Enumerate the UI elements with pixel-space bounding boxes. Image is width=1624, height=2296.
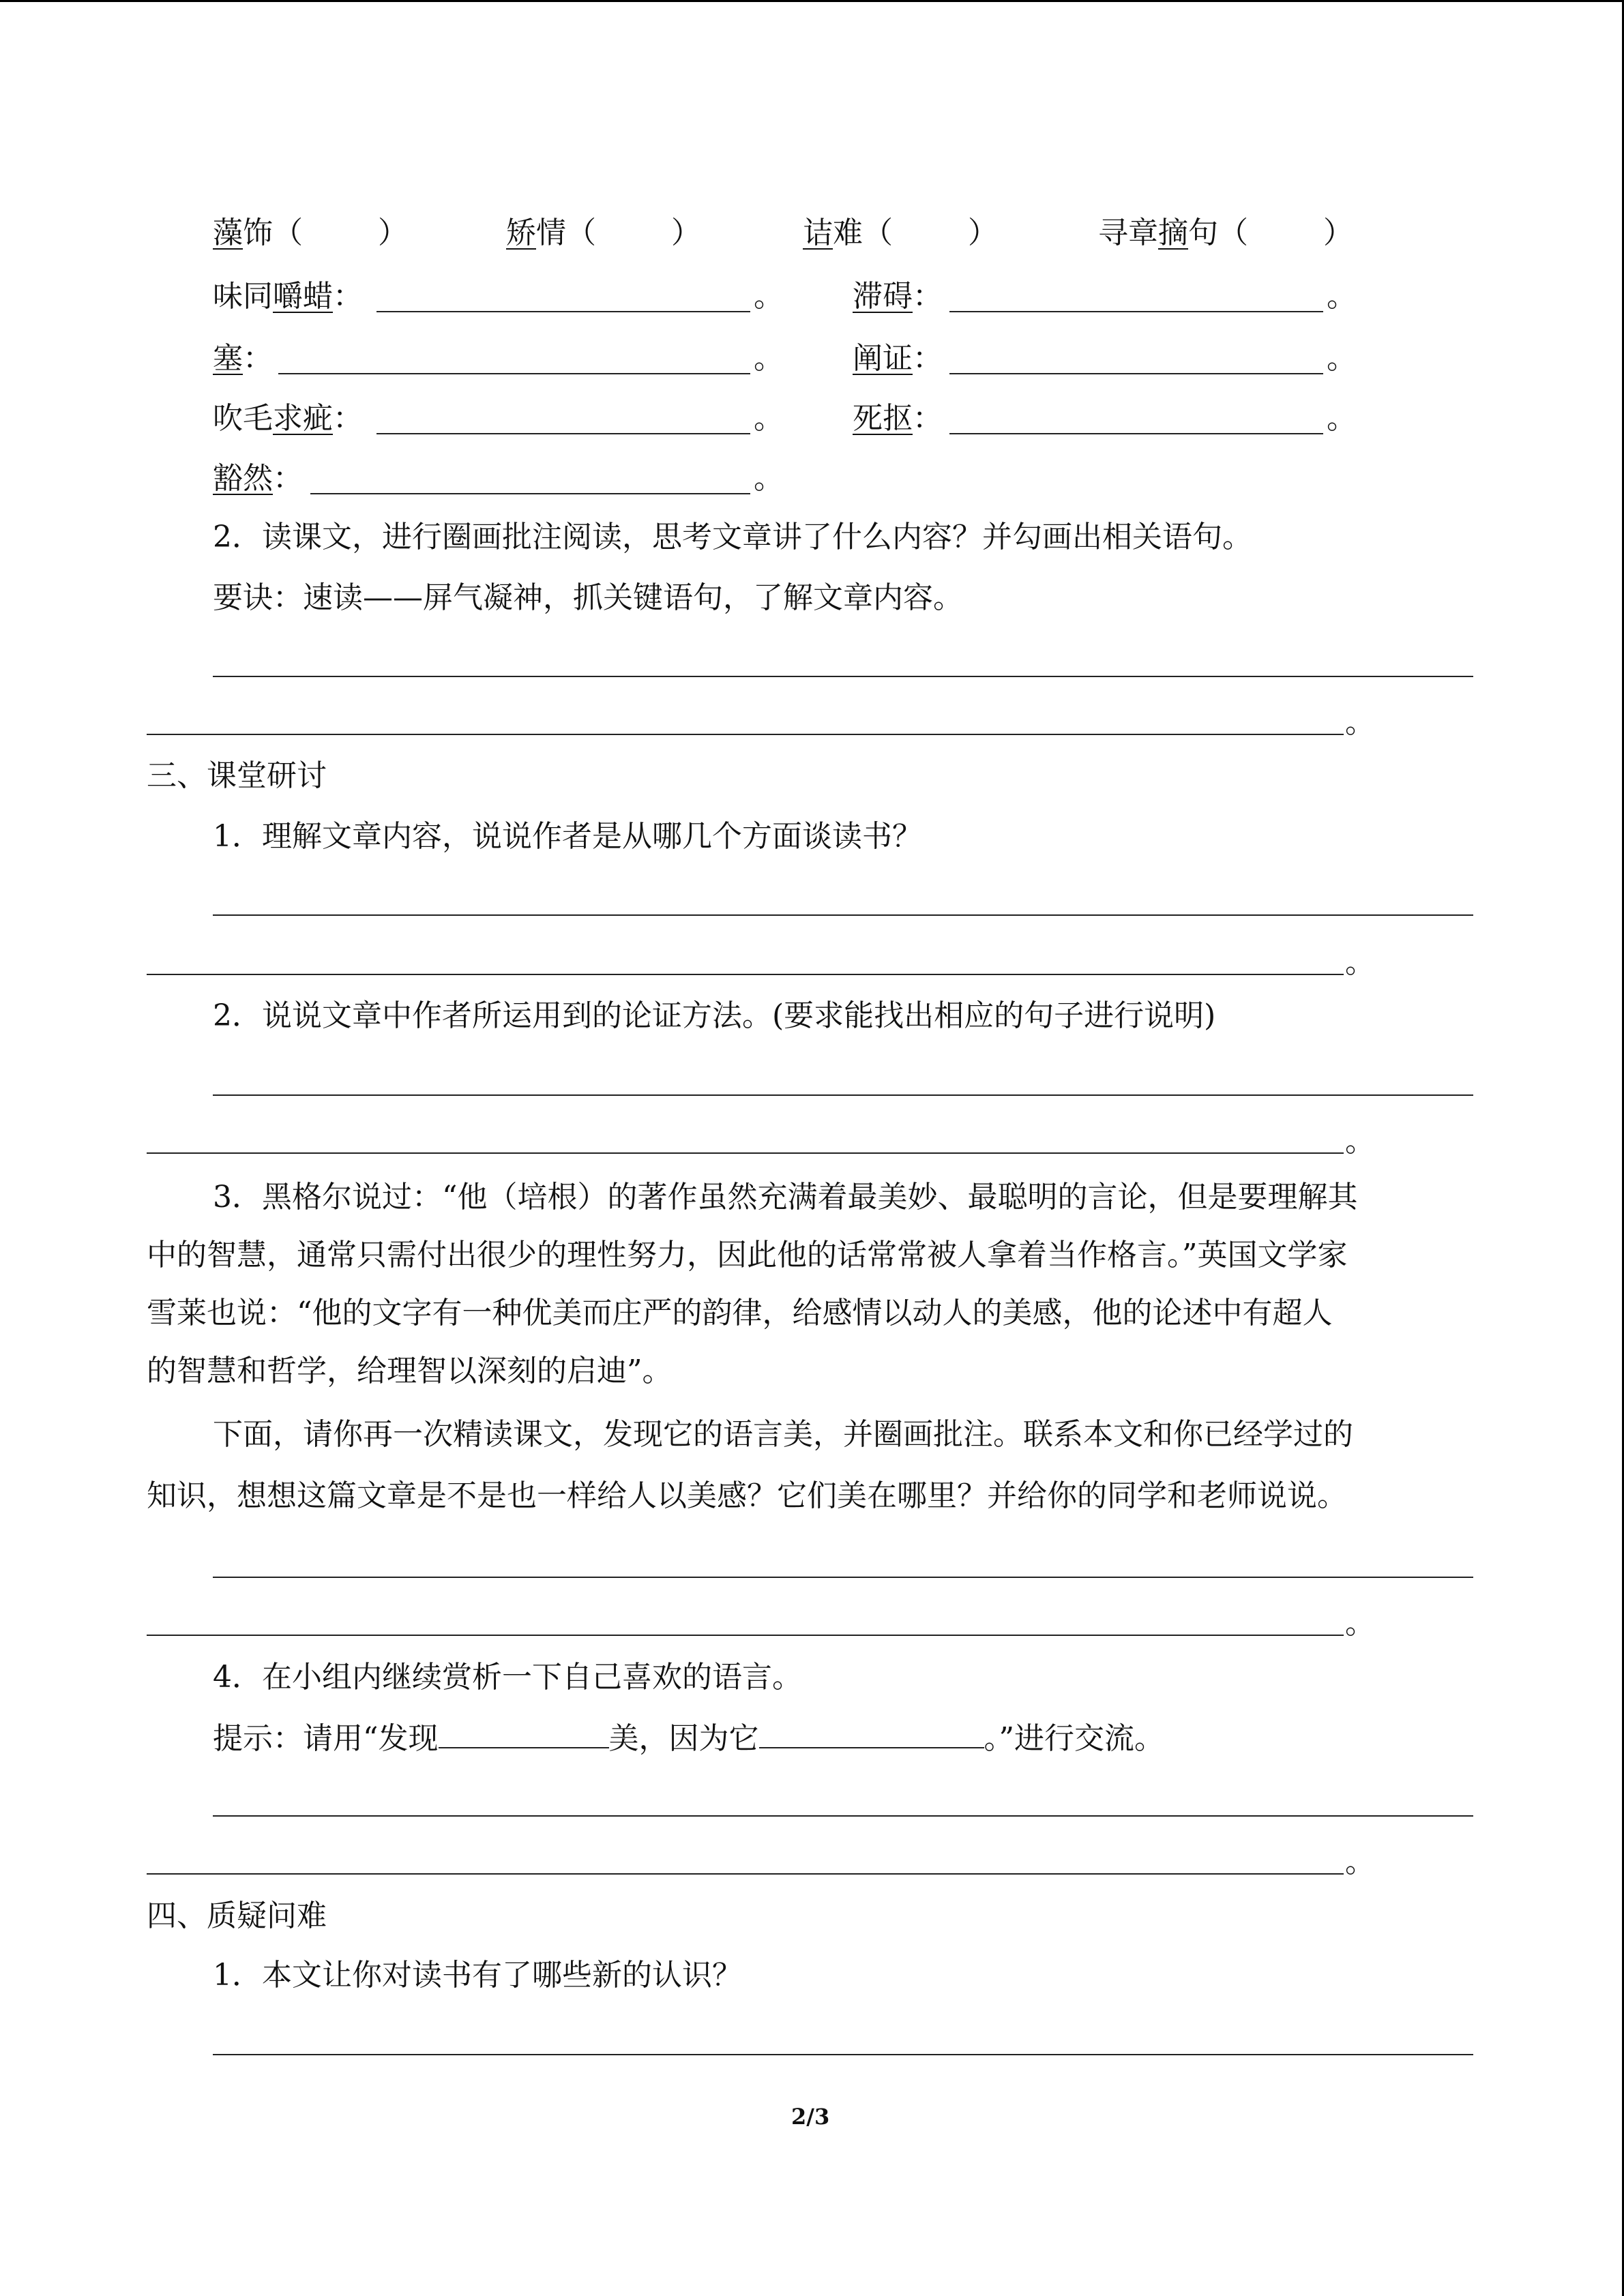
def-label-huoran: 豁然：	[213, 461, 303, 496]
question-read-tip: 要诀：速读——屏气凝神，抓关键语句，了解文章内容。	[213, 580, 963, 615]
answer-line[interactable]	[949, 373, 1323, 374]
line-end-mark: 。	[754, 461, 784, 496]
question-new-understanding: 1．本文让你对读书有了哪些新的认识？	[213, 1958, 742, 1993]
page-frame-top	[0, 0, 1624, 2]
answer-line[interactable]	[147, 1152, 1344, 1154]
section-title-discussion: 三、课堂研讨	[147, 758, 327, 793]
answer-line[interactable]	[213, 1094, 1473, 1096]
answer-line[interactable]	[278, 373, 750, 374]
question-hegel-line-5: 下面，请你再一次精读课文，发现它的语言美，并圈画批注。联系本文和你已经学过的	[213, 1417, 1353, 1452]
answer-line[interactable]	[213, 914, 1473, 916]
line-end-mark: 。	[1345, 1124, 1375, 1159]
line-end-mark: 。	[754, 279, 784, 314]
vocab-item-jiaoqing: 矫情（ ）	[506, 215, 701, 250]
question-hegel-line-6: 知识，想想这篇文章是不是也一样给人以美感？它们美在哪里？并给你的同学和老师说说。	[147, 1478, 1347, 1513]
answer-line[interactable]	[377, 311, 750, 312]
line-end-mark: 。	[1345, 1606, 1375, 1641]
def-label-zhiai: 滞碍：	[853, 279, 943, 314]
line-end-mark: 。	[1327, 401, 1357, 436]
question-aspects: 1．理解文章内容，说说作者是从哪几个方面谈读书？	[213, 819, 922, 854]
line-end-mark: 。	[754, 401, 784, 436]
vocab-item-jienan: 诘难（ ）	[803, 215, 998, 250]
vocab-item-zaoshi: 藻饰（ ）	[213, 215, 408, 250]
vocab-item-xunzhangzhaiju: 寻章摘句（ ）	[1098, 215, 1353, 250]
line-end-mark: 。	[1327, 341, 1357, 376]
answer-line[interactable]	[213, 1815, 1473, 1817]
question-hegel-line-2: 中的智慧，通常只需付出很少的理性努力，因此他的话常常被人拿着当作格言。”英国文学家	[147, 1238, 1348, 1272]
question-group-appreciation: 4．在小组内继续赏析一下自己喜欢的语言。	[213, 1660, 802, 1695]
def-label-chuimaoqiuci: 吹毛求疵：	[213, 401, 363, 436]
answer-line[interactable]	[949, 311, 1323, 312]
def-label-se: 塞：	[213, 341, 273, 376]
answer-line[interactable]	[213, 676, 1473, 677]
question-hegel-line-4: 的智慧和哲学，给理智以深刻的启迪”。	[147, 1354, 673, 1388]
line-end-mark: 。	[754, 341, 784, 376]
answer-line[interactable]	[147, 974, 1344, 975]
answer-line[interactable]	[310, 493, 750, 494]
tip-blank-2[interactable]	[759, 1721, 984, 1748]
line-end-mark: 。	[1345, 1845, 1375, 1879]
question-hegel-line-1: 3．黑格尔说过：“他（培根）的著作虽然充满着最美妙、最聪明的言论，但是要理解其	[213, 1180, 1358, 1214]
answer-line[interactable]	[147, 1873, 1344, 1875]
tip-blank-1[interactable]	[439, 1721, 609, 1748]
question-read-text: 2．读课文，进行圈画批注阅读，思考文章讲了什么内容？并勾画出相关语句。	[213, 520, 1252, 554]
answer-line[interactable]	[213, 2054, 1473, 2055]
answer-line[interactable]	[949, 433, 1323, 434]
question-hegel-line-3: 雪莱也说：“他的文字有一种优美而庄严的韵律，给感情以动人的美感，他的论述中有超人	[147, 1296, 1333, 1330]
line-end-mark: 。	[1345, 945, 1375, 980]
answer-line[interactable]	[213, 1577, 1473, 1578]
def-label-weitongjiela: 味同嚼蜡：	[213, 279, 363, 314]
question-group-tip: 提示：请用“发现 美，因为它 。”进行交流。	[213, 1721, 1164, 1756]
line-end-mark: 。	[1345, 705, 1375, 740]
answer-line[interactable]	[147, 1635, 1344, 1636]
def-label-sikou: 死抠：	[853, 401, 943, 436]
section-title-questions: 四、质疑问难	[147, 1898, 327, 1933]
def-label-chanzheng: 阐证：	[853, 341, 943, 376]
answer-line[interactable]	[377, 433, 750, 434]
answer-line[interactable]	[147, 734, 1344, 735]
line-end-mark: 。	[1327, 279, 1357, 314]
question-argument-methods: 2．说说文章中作者所运用到的论证方法。(要求能找出相应的句子进行说明)	[213, 998, 1216, 1033]
page-number: 2/3	[791, 2104, 830, 2130]
